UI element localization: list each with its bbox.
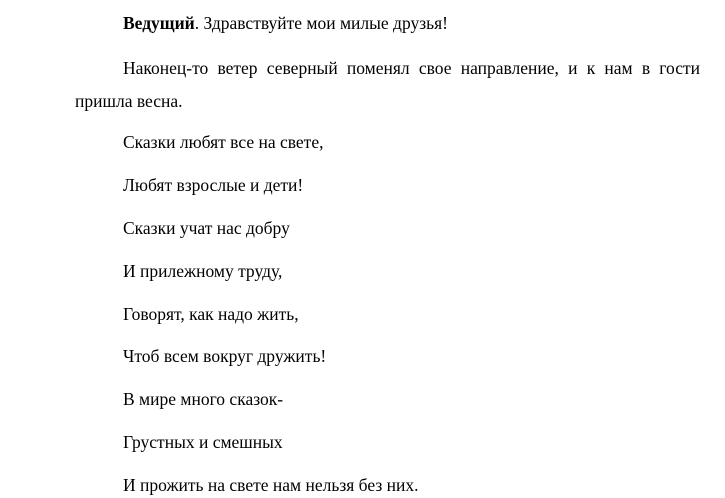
poem-line: И прожить на свете нам нельзя без них.	[123, 475, 419, 495]
intro-line-1: Наконец-то ветер северный поменял свое направление, и к нам в гости	[123, 58, 700, 78]
poem-line: Говорят, как надо жить,	[123, 304, 299, 324]
poem-line: Любят взрослые и дети!	[123, 175, 304, 195]
poem-line: И прилежному труду,	[123, 261, 283, 281]
poem-line: Чтоб всем вокруг дружить!	[123, 346, 327, 366]
poem-line: Сказки учат нас добру	[123, 218, 290, 238]
greeting-text: . Здравствуйте мои милые друзья!	[194, 13, 448, 33]
speaker-name: Ведущий	[123, 13, 195, 33]
intro-line-2: пришла весна.	[75, 91, 183, 111]
poem-line: В мире много сказок-	[123, 389, 284, 409]
poem-line: Грустных и смешных	[123, 432, 283, 452]
greeting-paragraph	[123, 15, 448, 33]
poem-line: Сказки любят все на свете,	[123, 132, 324, 152]
